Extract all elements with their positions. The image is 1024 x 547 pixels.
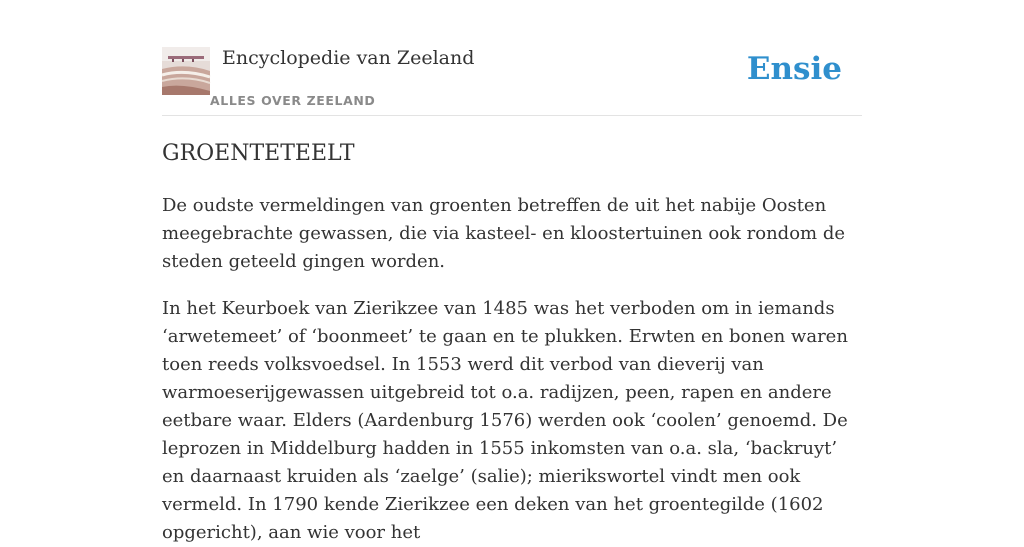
brand-logo[interactable]: Ensie (746, 51, 842, 87)
site-avatar-image (162, 47, 210, 95)
article-title: GROENTETEELT (162, 141, 355, 166)
site-tagline: ALLES OVER ZEELAND (210, 93, 376, 108)
article-paragraph: In het Keurboek van Zierikzee van 1485 was het verboden om in iemands ‘arwetemeet’ of ‘boonmeet’ te gaan en te plukken. Erwten en bonen waren toen reeds volksvoedsel. In 1553 werd dit verbod van dieverij van warmoeserijgewassen uitgebreid tot o.a. radijzen, peen, rapen en andere eetbare waar. Elders (Aardenburg 1576) werden ook ‘coolen’ genoemd. De leprozen in Middelburg hadden in 1555 inkomsten van o.a. sla, ‘backruyt’ en daarnaast kruiden als ‘zaelge’ (salie); mierikswortel vindt men ook vermeld. In 1790 kende Zierikzee een deken van het groentegilde (1602 opgericht), aan wie voor het (162, 298, 848, 543)
site-title[interactable]: Encyclopedie van Zeeland (222, 47, 475, 69)
article-content (162, 138, 862, 547)
site-avatar[interactable] (162, 47, 210, 95)
site-header (162, 0, 862, 116)
article-paragraph: De oudste vermeldingen van groenten betreffen de uit het nabije Oosten meegebrachte gewassen, die via kasteel- en kloostertuinen ook rondom de steden geteeld gingen worden. (162, 195, 846, 272)
